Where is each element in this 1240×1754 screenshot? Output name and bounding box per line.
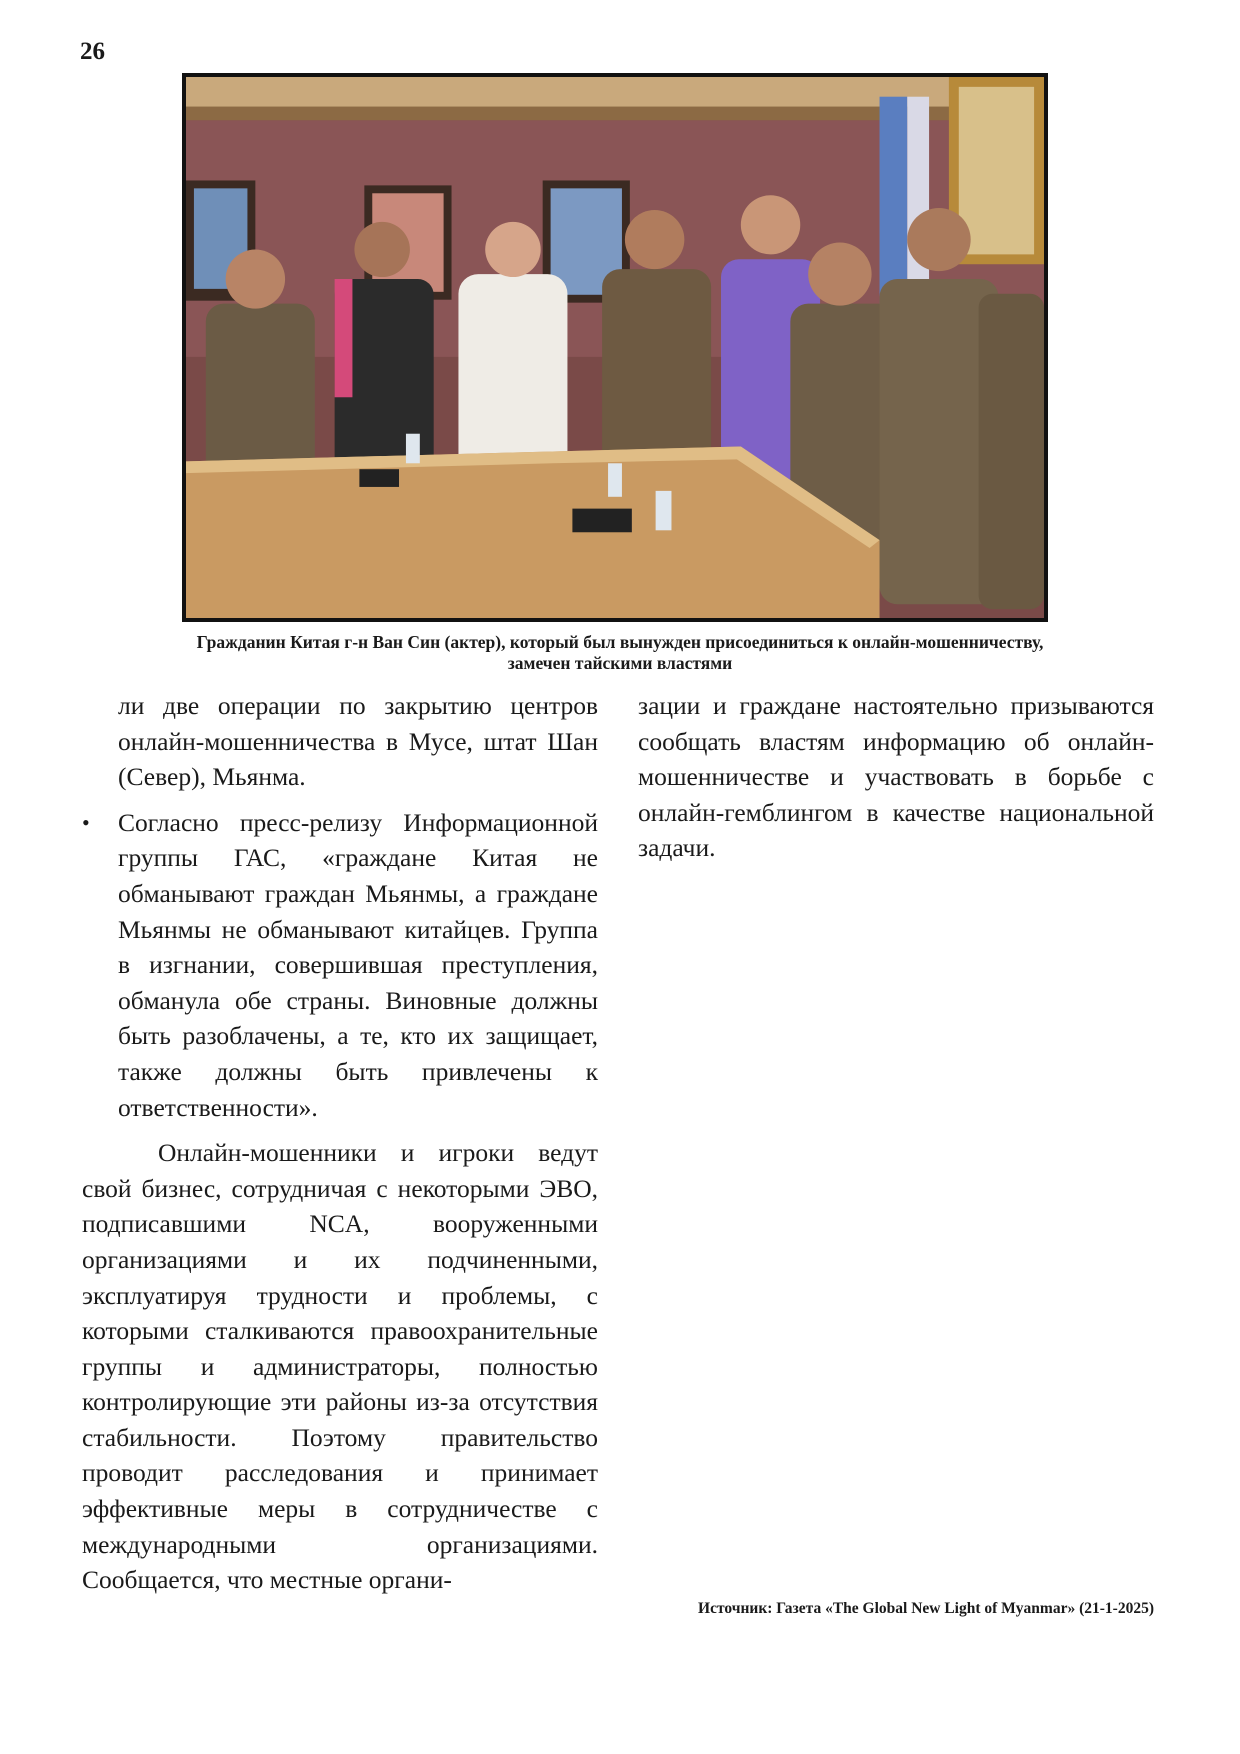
caption-line-2: замечен тайскими властями [507,653,733,673]
continuation-paragraph: ли две операции по закрытию центров онлайн-мошенничества в Мусе, штат Шан (Север), Мьянма. [118,691,598,792]
bullet-text: Согласно пресс-релизу Информационной группы ГАС, «граждане Китая не обманывают граждан Мьянмы, а граждане Мьянмы не обманывают китайцев. Группа в изгнании, совершившая преступления, обманула обе страны. Виновные должны быть разоблачены, а те, кто их защищает, также должны быть привлечены к ответственности». [118,807,598,1122]
left-column [82,688,598,1598]
news-photo [182,73,1048,622]
right-column [638,688,1154,866]
page-number: 26 [80,38,105,65]
caption-line-1: Гражданин Китая г-н Ван Син (актер), который был вынужден присоединиться к онлайн-мошенничеству, [196,632,1044,652]
source-attribution: Источник: Газета «The Global New Light of Myanmar» (21-1-2025) [698,1600,1154,1617]
right-column-paragraph: зации и граждане настоятельно призываются сообщать властям информацию об онлайн-мошенничестве и участвовать в борьбе с онлайн-гемблингом в качестве национальной задачи. [638,691,1154,863]
bullet-list-item [82,805,598,1125]
photo-caption [100,632,1140,674]
photo-illustration [186,77,1044,618]
body-paragraph: Онлайн-мошенники и игроки ведут свой бизнес, сотрудничая с некоторыми ЭВО, подписавшими NCA, вооруженными организациями и их подчиненными, эксплуатируя трудности и проблемы, с которыми сталкиваются правоохранительные группы и администраторы, полностью контролирующие эти районы из-за отсутствия стабильности. Поэтому правительство проводит расследования и принимает эффективные меры в сотрудничестве с международными организациями. Сообщается, что местные органи- [82,1138,598,1595]
bullet-icon: • [82,809,90,835]
